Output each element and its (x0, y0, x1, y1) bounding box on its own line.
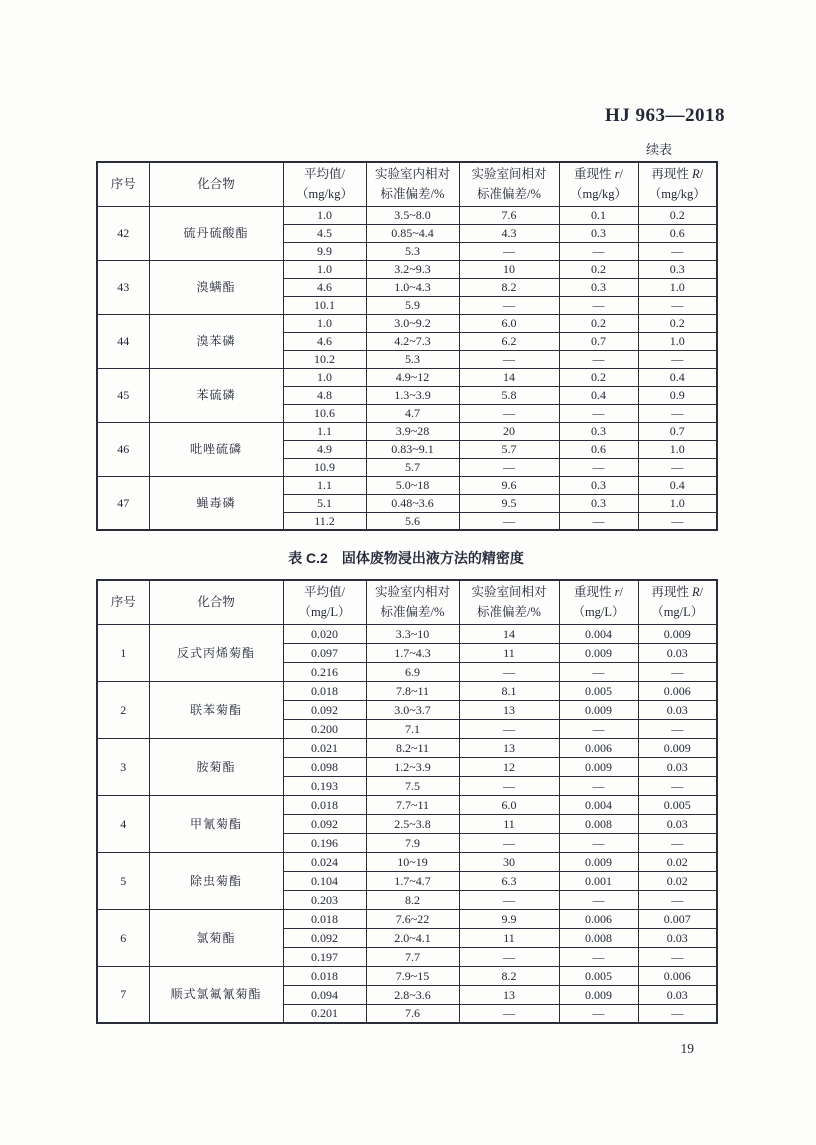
continued-table-label: 续表 (645, 142, 672, 157)
value-cell: 0.03 (638, 643, 717, 662)
value-cell: 1.7~4.7 (366, 871, 459, 890)
value-cell: 0.005 (559, 681, 638, 700)
value-cell: 8.2 (459, 966, 559, 985)
table-row (97, 738, 717, 757)
value-cell: 30 (459, 852, 559, 871)
value-cell: 0.3 (559, 422, 638, 440)
compound-cell: 硫丹硫酸酯 (149, 206, 283, 260)
compound-cell: 氯菊酯 (149, 909, 283, 966)
value-cell: 0.018 (283, 966, 366, 985)
value-cell: 14 (459, 368, 559, 386)
value-cell: — (559, 242, 638, 260)
value-cell: 13 (459, 738, 559, 757)
value-cell: 9.9 (459, 909, 559, 928)
column-header: 平均值/ （mg/L） (283, 580, 366, 624)
header-row (97, 580, 717, 624)
value-cell: 0.005 (559, 966, 638, 985)
value-cell: 4.9~12 (366, 368, 459, 386)
value-cell: 3.0~9.2 (366, 314, 459, 332)
value-cell: 10.1 (283, 296, 366, 314)
value-cell: 0.85~4.4 (366, 224, 459, 242)
value-cell: 0.2 (559, 314, 638, 332)
value-cell: 0.094 (283, 985, 366, 1004)
value-cell: 7.7~11 (366, 795, 459, 814)
table-row (97, 422, 717, 440)
value-cell: 8.2~11 (366, 738, 459, 757)
value-cell: 0.200 (283, 719, 366, 738)
value-cell: 0.021 (283, 738, 366, 757)
value-cell: 5.7 (366, 458, 459, 476)
value-cell: 10~19 (366, 852, 459, 871)
value-cell: 0.197 (283, 947, 366, 966)
value-cell: 4.3 (459, 224, 559, 242)
column-header: 实验室间相对 标准偏差/% (459, 580, 559, 624)
row-number-cell: 47 (97, 476, 149, 530)
value-cell: 6.9 (366, 662, 459, 681)
value-cell: — (638, 833, 717, 852)
value-cell: 5.0~18 (366, 476, 459, 494)
value-cell: 7.5 (366, 776, 459, 795)
value-cell: 0.201 (283, 1004, 366, 1023)
value-cell: — (459, 833, 559, 852)
row-number-cell: 5 (97, 852, 149, 909)
value-cell: 0.6 (638, 224, 717, 242)
value-cell: 7.1 (366, 719, 459, 738)
compound-cell: 溴苯磷 (149, 314, 283, 368)
value-cell: 0.009 (638, 624, 717, 643)
value-cell: — (459, 458, 559, 476)
value-cell: 3.2~9.3 (366, 260, 459, 278)
value-cell: 1.0 (283, 206, 366, 224)
value-cell: 4.6 (283, 278, 366, 296)
value-cell: 9.6 (459, 476, 559, 494)
value-cell: — (459, 719, 559, 738)
value-cell: 8.1 (459, 681, 559, 700)
value-cell: 0.2 (638, 206, 717, 224)
value-cell: 0.004 (559, 624, 638, 643)
value-cell: — (559, 1004, 638, 1023)
value-cell: 0.7 (638, 422, 717, 440)
value-cell: 1.0 (283, 368, 366, 386)
value-cell: 4.9 (283, 440, 366, 458)
value-cell: 0.7 (559, 332, 638, 350)
value-cell: 0.2 (559, 260, 638, 278)
value-cell: 0.3 (638, 260, 717, 278)
value-cell: 0.1 (559, 206, 638, 224)
value-cell: 0.4 (638, 476, 717, 494)
row-number-cell: 7 (97, 966, 149, 1023)
value-cell: 0.001 (559, 871, 638, 890)
value-cell: 11 (459, 643, 559, 662)
column-header: 实验室间相对 标准偏差/% (459, 162, 559, 206)
value-cell: 0.008 (559, 928, 638, 947)
value-cell: 7.8~11 (366, 681, 459, 700)
table-c2-title: 表 C.2 固体废物浸出液方法的精密度 (288, 550, 524, 566)
page-number: 19 (680, 1041, 694, 1056)
value-cell: 0.83~9.1 (366, 440, 459, 458)
table-c1-continued (96, 161, 718, 531)
value-cell: 0.024 (283, 852, 366, 871)
compound-cell: 苯硫磷 (149, 368, 283, 422)
value-cell: — (559, 776, 638, 795)
value-cell: — (638, 350, 717, 368)
value-cell: 7.7 (366, 947, 459, 966)
value-cell: 2.5~3.8 (366, 814, 459, 833)
value-cell: 0.009 (559, 757, 638, 776)
value-cell: — (559, 890, 638, 909)
value-cell: 0.2 (559, 368, 638, 386)
table-c2 (96, 579, 718, 1024)
compound-cell: 吡唑硫磷 (149, 422, 283, 476)
value-cell: 0.009 (559, 852, 638, 871)
value-cell: 0.005 (638, 795, 717, 814)
value-cell: 0.004 (559, 795, 638, 814)
table-row (97, 795, 717, 814)
value-cell: 0.006 (559, 909, 638, 928)
value-cell: 5.7 (459, 440, 559, 458)
value-cell: 0.018 (283, 681, 366, 700)
value-cell: 0.03 (638, 928, 717, 947)
value-cell: 0.009 (559, 643, 638, 662)
compound-cell: 溴螨酯 (149, 260, 283, 314)
value-cell: 6.0 (459, 314, 559, 332)
row-number-cell: 45 (97, 368, 149, 422)
value-cell: 10.9 (283, 458, 366, 476)
value-cell: — (459, 242, 559, 260)
column-header: 化合物 (149, 580, 283, 624)
value-cell: 0.193 (283, 776, 366, 795)
value-cell: 4.8 (283, 386, 366, 404)
value-cell: 0.6 (559, 440, 638, 458)
value-cell: — (559, 296, 638, 314)
column-header: 序号 (97, 162, 149, 206)
value-cell: 14 (459, 624, 559, 643)
table-row (97, 852, 717, 871)
page-content (96, 141, 716, 1024)
compound-cell: 胺菊酯 (149, 738, 283, 795)
value-cell: 3.5~8.0 (366, 206, 459, 224)
value-cell: 1.3~3.9 (366, 386, 459, 404)
column-header: 重现性 r/ （mg/L） (559, 580, 638, 624)
value-cell: — (459, 776, 559, 795)
value-cell: 0.203 (283, 890, 366, 909)
value-cell: — (559, 833, 638, 852)
value-cell: 10 (459, 260, 559, 278)
value-cell: — (638, 776, 717, 795)
value-cell: — (459, 404, 559, 422)
value-cell: 0.03 (638, 757, 717, 776)
value-cell: 1.0 (638, 440, 717, 458)
value-cell: — (559, 404, 638, 422)
value-cell: — (559, 458, 638, 476)
value-cell: 4.5 (283, 224, 366, 242)
table-row (97, 206, 717, 224)
value-cell: 0.104 (283, 871, 366, 890)
value-cell: 4.6 (283, 332, 366, 350)
value-cell: 0.9 (638, 386, 717, 404)
value-cell: — (638, 947, 717, 966)
column-header: 重现性 r/ （mg/kg） (559, 162, 638, 206)
value-cell: 9.9 (283, 242, 366, 260)
value-cell: 0.098 (283, 757, 366, 776)
value-cell: — (459, 296, 559, 314)
column-header: 实验室内相对 标准偏差/% (366, 162, 459, 206)
value-cell: 9.5 (459, 494, 559, 512)
value-cell: 5.1 (283, 494, 366, 512)
row-number-cell: 4 (97, 795, 149, 852)
value-cell: — (559, 662, 638, 681)
table-row (97, 966, 717, 985)
value-cell: — (559, 947, 638, 966)
column-header: 再现性 R/ （mg/L） (638, 580, 717, 624)
compound-cell: 甲氰菊酯 (149, 795, 283, 852)
value-cell: 11 (459, 814, 559, 833)
value-cell: 1.0~4.3 (366, 278, 459, 296)
value-cell: 0.4 (559, 386, 638, 404)
value-cell: — (638, 404, 717, 422)
value-cell: 11.2 (283, 512, 366, 530)
value-cell: 0.009 (559, 700, 638, 719)
value-cell: — (638, 512, 717, 530)
value-cell: 8.2 (366, 890, 459, 909)
value-cell: — (638, 458, 717, 476)
value-cell: 0.02 (638, 852, 717, 871)
value-cell: 0.009 (559, 985, 638, 1004)
value-cell: 12 (459, 757, 559, 776)
value-cell: 4.7 (366, 404, 459, 422)
table-row (97, 476, 717, 494)
value-cell: 0.092 (283, 928, 366, 947)
value-cell: — (459, 662, 559, 681)
value-cell: 1.0 (638, 494, 717, 512)
value-cell: 0.2 (638, 314, 717, 332)
value-cell: 1.7~4.3 (366, 643, 459, 662)
value-cell: 7.6 (459, 206, 559, 224)
value-cell: 0.097 (283, 643, 366, 662)
table-row (97, 909, 717, 928)
value-cell: — (638, 662, 717, 681)
row-number-cell: 1 (97, 624, 149, 681)
value-cell: — (559, 350, 638, 368)
value-cell: 0.006 (638, 966, 717, 985)
column-header: 实验室内相对 标准偏差/% (366, 580, 459, 624)
value-cell: 1.1 (283, 422, 366, 440)
value-cell: 5.3 (366, 350, 459, 368)
value-cell: 20 (459, 422, 559, 440)
table-row (97, 624, 717, 643)
row-number-cell: 42 (97, 206, 149, 260)
compound-cell: 蝇毒磷 (149, 476, 283, 530)
value-cell: — (459, 350, 559, 368)
value-cell: — (459, 947, 559, 966)
doc-number: HJ 963—2018 (604, 105, 725, 126)
value-cell: 1.2~3.9 (366, 757, 459, 776)
value-cell: 6.0 (459, 795, 559, 814)
value-cell: 5.9 (366, 296, 459, 314)
row-number-cell: 2 (97, 681, 149, 738)
value-cell: 0.03 (638, 814, 717, 833)
value-cell: 0.018 (283, 795, 366, 814)
value-cell: 5.6 (366, 512, 459, 530)
value-cell: 0.3 (559, 494, 638, 512)
table-row (97, 314, 717, 332)
value-cell: — (459, 890, 559, 909)
value-cell: 0.3 (559, 224, 638, 242)
value-cell: 0.216 (283, 662, 366, 681)
column-header: 化合物 (149, 162, 283, 206)
value-cell: 13 (459, 985, 559, 1004)
table-row (97, 260, 717, 278)
value-cell: 0.02 (638, 871, 717, 890)
value-cell: 4.2~7.3 (366, 332, 459, 350)
value-cell: 3.3~10 (366, 624, 459, 643)
header-row (97, 162, 717, 206)
column-header: 序号 (97, 580, 149, 624)
value-cell: 6.3 (459, 871, 559, 890)
value-cell: 7.6~22 (366, 909, 459, 928)
value-cell: 2.0~4.1 (366, 928, 459, 947)
value-cell: 1.0 (283, 260, 366, 278)
row-number-cell: 46 (97, 422, 149, 476)
row-number-cell: 6 (97, 909, 149, 966)
value-cell: — (638, 719, 717, 738)
value-cell: — (638, 242, 717, 260)
table-row (97, 368, 717, 386)
compound-cell: 反式丙烯菊酯 (149, 624, 283, 681)
value-cell: — (638, 890, 717, 909)
column-header: 平均值/ （mg/kg） (283, 162, 366, 206)
value-cell: 0.3 (559, 278, 638, 296)
value-cell: — (559, 719, 638, 738)
value-cell: — (459, 1004, 559, 1023)
row-number-cell: 43 (97, 260, 149, 314)
table-row (97, 681, 717, 700)
value-cell: 0.48~3.6 (366, 494, 459, 512)
value-cell: 8.2 (459, 278, 559, 296)
value-cell: 0.020 (283, 624, 366, 643)
value-cell: — (559, 512, 638, 530)
value-cell: 2.8~3.6 (366, 985, 459, 1004)
value-cell: 5.8 (459, 386, 559, 404)
value-cell: 3.9~28 (366, 422, 459, 440)
value-cell: 0.3 (559, 476, 638, 494)
value-cell: 0.4 (638, 368, 717, 386)
value-cell: 10.6 (283, 404, 366, 422)
value-cell: 0.006 (559, 738, 638, 757)
value-cell: 0.03 (638, 985, 717, 1004)
value-cell: 1.1 (283, 476, 366, 494)
value-cell: 1.0 (283, 314, 366, 332)
value-cell: 0.007 (638, 909, 717, 928)
value-cell: 0.009 (638, 738, 717, 757)
row-number-cell: 44 (97, 314, 149, 368)
value-cell: — (638, 1004, 717, 1023)
compound-cell: 联苯菊酯 (149, 681, 283, 738)
column-header: 再现性 R/ （mg/kg） (638, 162, 717, 206)
value-cell: 7.9~15 (366, 966, 459, 985)
value-cell: 11 (459, 928, 559, 947)
value-cell: 7.6 (366, 1004, 459, 1023)
value-cell: 0.03 (638, 700, 717, 719)
compound-cell: 除虫菊酯 (149, 852, 283, 909)
value-cell: — (638, 296, 717, 314)
value-cell: 0.196 (283, 833, 366, 852)
value-cell: 3.0~3.7 (366, 700, 459, 719)
value-cell: 1.0 (638, 278, 717, 296)
value-cell: 1.0 (638, 332, 717, 350)
value-cell: 6.2 (459, 332, 559, 350)
value-cell: 5.3 (366, 242, 459, 260)
value-cell: 7.9 (366, 833, 459, 852)
value-cell: 0.008 (559, 814, 638, 833)
value-cell: 0.006 (638, 681, 717, 700)
value-cell: 10.2 (283, 350, 366, 368)
value-cell: — (459, 512, 559, 530)
value-cell: 0.092 (283, 814, 366, 833)
compound-cell: 顺式氯氟氰菊酯 (149, 966, 283, 1023)
value-cell: 0.092 (283, 700, 366, 719)
value-cell: 0.018 (283, 909, 366, 928)
value-cell: 13 (459, 700, 559, 719)
row-number-cell: 3 (97, 738, 149, 795)
